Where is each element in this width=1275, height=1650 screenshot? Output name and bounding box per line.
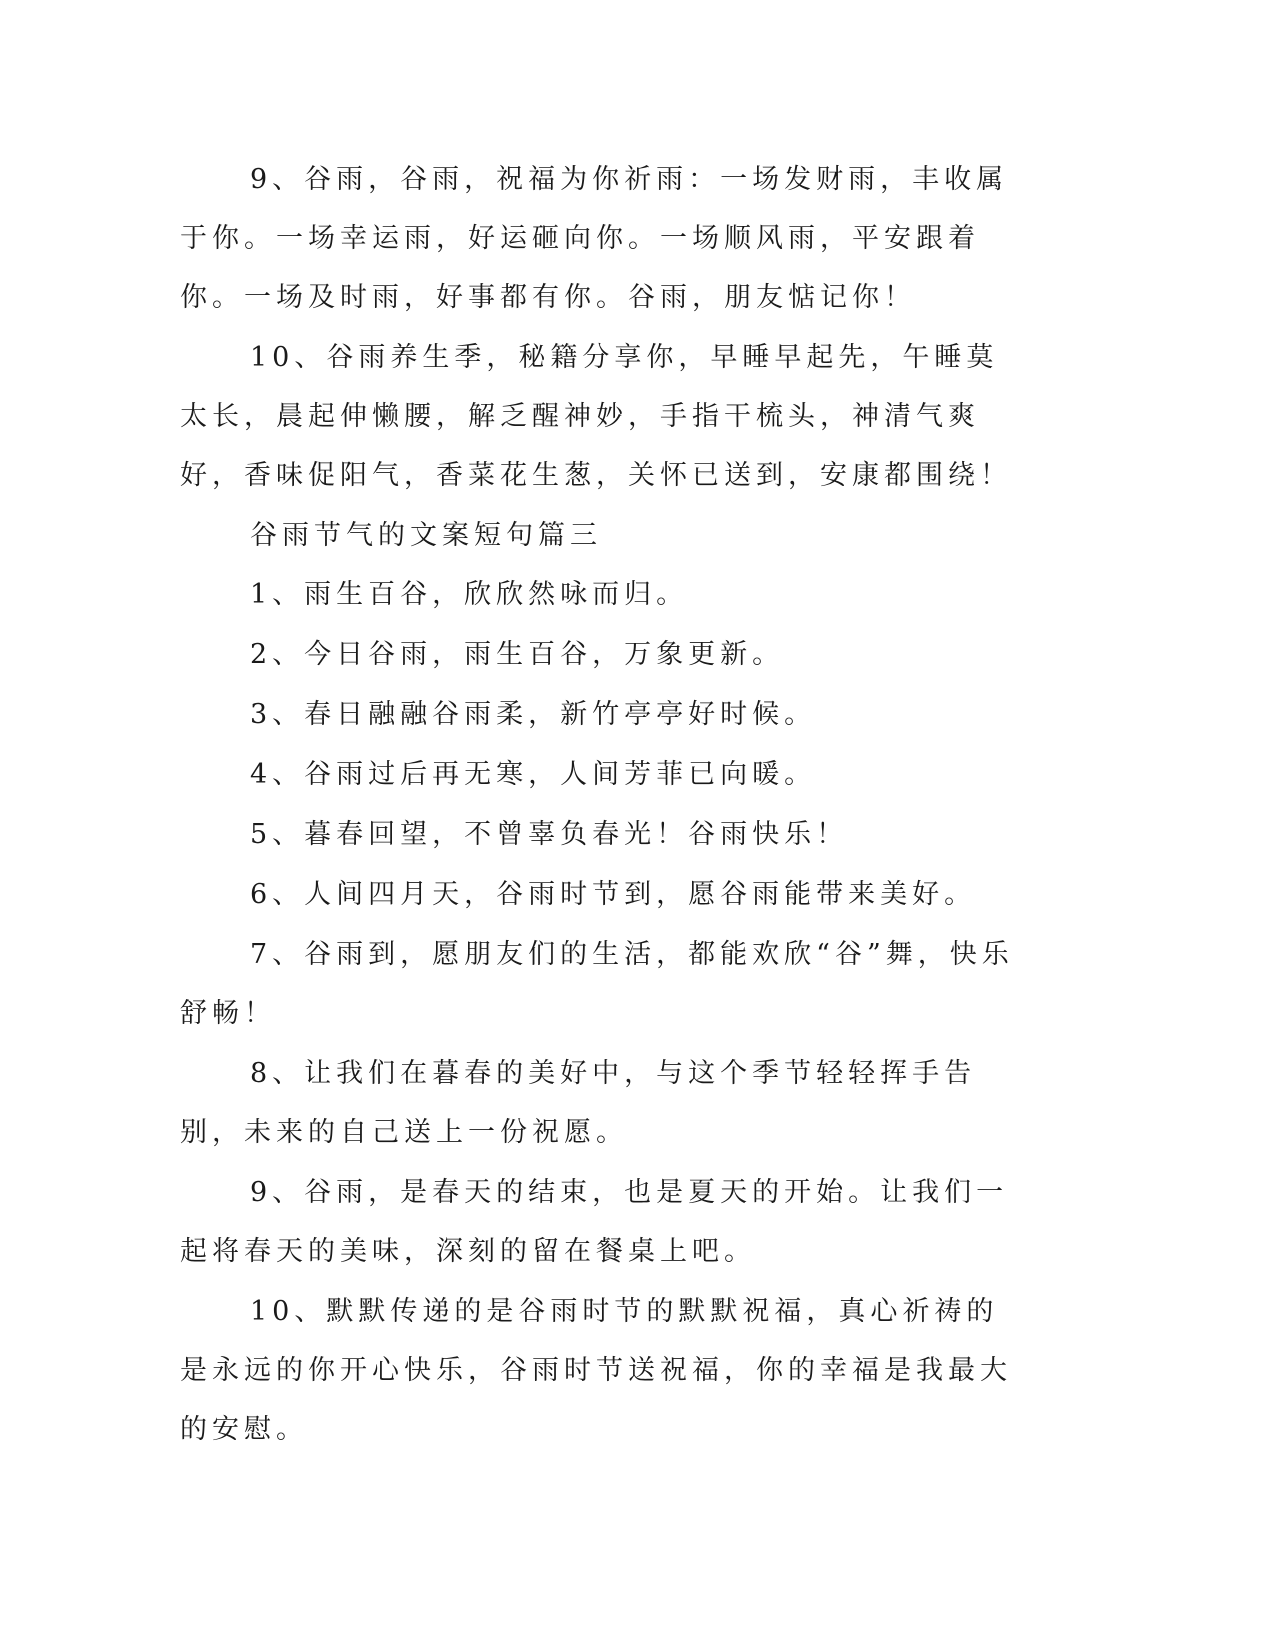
list-item-8: 8、让我们在暮春的美好中，与这个季节轻轻挥手告别，未来的自己送上一份祝愿。 [180,1058,977,1148]
list-item-3: 3、春日融融谷雨柔，新竹亭亭好时候。 [250,699,817,730]
paragraph-item-10: 10、谷雨养生季，秘籍分享你，早睡早起先，午睡莫太长，晨起伸懒腰，解乏醒神妙，手指干梳头，神清气爽好，香味促阳气，香菜花生葱，关怀已送到，安康都围绕！ [180,342,1012,491]
list-item-7: 7、谷雨到，愿朋友们的生活，都能欢欣“谷”舞，快乐舒畅！ [180,939,1014,1029]
list-item-1: 1、雨生百谷，欣欣然咏而归。 [250,579,689,610]
section-heading: 谷雨节气的文案短句篇三 [250,520,602,551]
list-item-2: 2、今日谷雨，雨生百谷，万象更新。 [250,639,785,670]
paragraph-item-9: 9、谷雨，谷雨，祝福为你祈雨：一场发财雨，丰收属于你。一场幸运雨，好运砸向你。一场顺风雨，平安跟着你。一场及时雨，好事都有你。谷雨，朋友惦记你！ [180,164,1009,313]
list-item-9: 9、谷雨，是春天的结束，也是夏天的开始。让我们一起将春天的美味，深刻的留在餐桌上吧。 [180,1177,1009,1267]
list-item-10: 10、默默传递的是谷雨时节的默默祝福，真心祈祷的是永远的你开心快乐，谷雨时节送祝福，你的幸福是我最大的安慰。 [180,1296,1012,1445]
document-page [180,150,1030,1460]
list-item-5: 5、暮春回望，不曾辜负春光！谷雨快乐！ [250,819,849,850]
list-item-6: 6、人间四月天，谷雨时节到，愿谷雨能带来美好。 [250,879,977,910]
list-item-4: 4、谷雨过后再无寒，人间芳菲已向暖。 [250,759,817,790]
